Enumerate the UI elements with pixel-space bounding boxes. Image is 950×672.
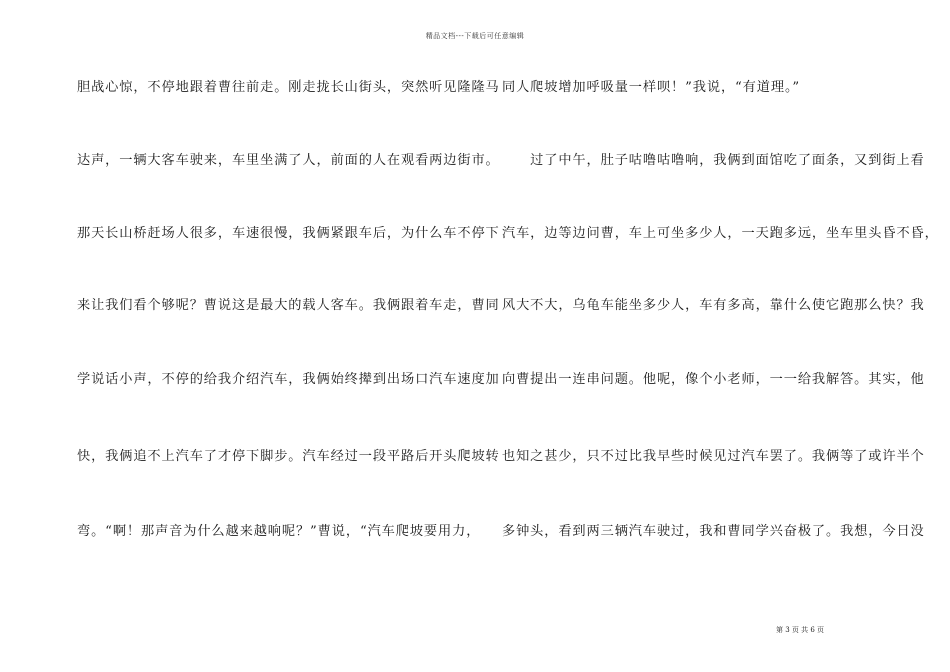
text-line: 学说话小声，不停的给我介绍汽车，我俩始终撵到出场口汽车速度加 [77,372,500,387]
text-line: 达声，一辆大客车驶来，车里坐满了人，前面的人在观看两边街市。 [77,153,500,168]
text-line: 弯。“啊！那声音为什么越来越响呢？”曹说，“汽车爬坡要用力， [77,524,481,539]
text-line: 同人爬坡增加呼吸量一样呗！”我说，“有道理。” [502,80,801,95]
page-number-footer: 第 3 页 共 6 页 [776,626,825,634]
text-line: 来让我们看个够呢？曹说这是最大的载人客车。我俩跟着车走，曹同 [77,298,500,313]
page-header: 精品文档---下载后可任意编辑 [425,32,525,40]
text-line: 汽车，边等边问曹，车上可坐多少人，一天跑多远，坐车里头昏不昏， [502,226,939,241]
text-line: 过了中午，肚子咕噜咕噜响，我俩到面馆吃了面条，又到街上看 [502,153,925,168]
text-line: 胆战心惊，不停地跟着曹往前走。刚走拢长山街头，突然听见隆隆马 [77,80,500,95]
text-line: 风大不大，乌龟车能坐多少人，车有多高，靠什么使它跑那么快？我 [502,298,925,313]
text-line: 也知之甚少，只不过比我早些时候见过汽车罢了。我俩等了或许半个 [502,449,925,464]
text-line: 向曹提出一连串问题。他呢，像个小老师，一一给我解答。其实，他 [502,372,925,387]
text-line: 那天长山桥赶场人很多，车速很慢，我俩紧跟车后，为什么车不停下 [77,226,500,241]
text-line: 快，我俩追不上汽车了才停下脚步。汽车经过一段平路后开头爬坡转 [77,449,500,464]
text-line: 多钟头，看到两三辆汽车驶过，我和曹同学兴奋极了。我想，今日没 [502,524,925,539]
